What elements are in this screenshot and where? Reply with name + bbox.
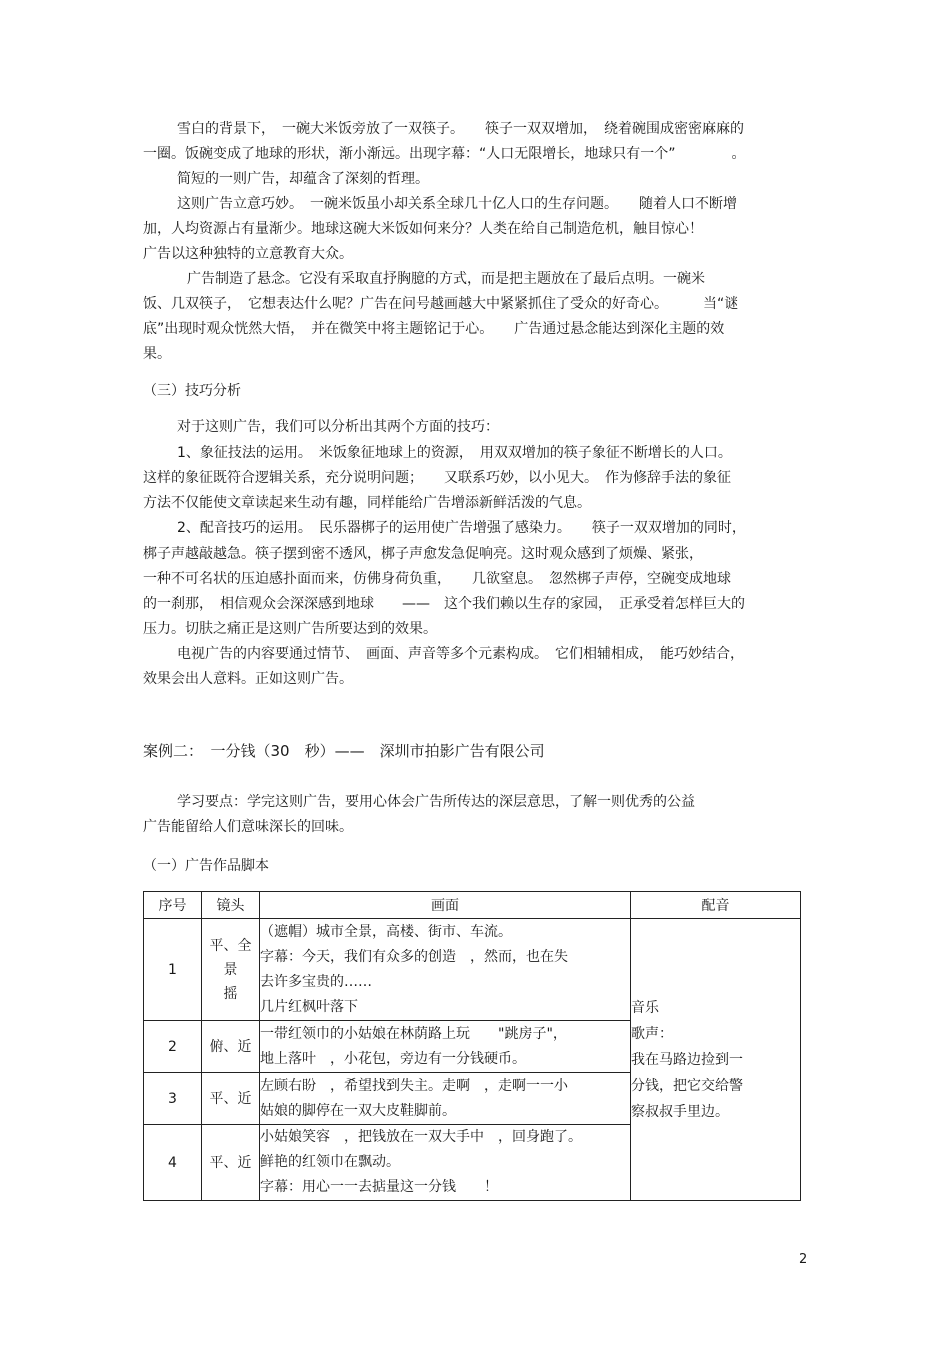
scene-line: 几片红枫叶落下 [260, 998, 358, 1015]
script-table [143, 891, 801, 1201]
section-heading: （一）广告作品脚本 [143, 858, 269, 874]
paragraph-line: 饭、几双筷子， 它想表达什么呢？广告在问号越画越大中紧紧抓住了受众的好奇心。 当“谜 [143, 296, 739, 312]
paragraph-line: 广告制造了悬念。它没有采取直抒胸臆的方式，而是把主题放在了最后点明。一碗米 [187, 271, 705, 287]
scene-line: 去许多宝贵的…… [260, 973, 372, 990]
audio-line: 我在马路边捡到一 [631, 1051, 743, 1068]
scene-line: （遮帽）城市全景，高楼、街市、车流。 [260, 923, 512, 940]
shot-text: 景 [223, 961, 238, 978]
paragraph-line: 这则广告立意巧妙。 一碗米饭虽小却关系全球几十亿人口的生存问题。 随着人口不断增 [177, 196, 737, 212]
column-header: 配音 [631, 892, 801, 919]
paragraph-line: 雪白的背景下， 一碗大米饭旁放了一双筷子。 筷子一双双增加， 绕着碗围成密密麻麻的 [177, 121, 744, 137]
paragraph-line: 的一刹那， 相信观众会深深感到地球 —— 这个我们赖以生存的家园， 正承受着怎样巨大的 [143, 596, 745, 612]
column-header: 序号 [144, 892, 202, 919]
shot-cell [202, 919, 260, 1021]
row-number: 2 [144, 1021, 202, 1073]
paragraph-line: 1、象征技法的运用。 米饭象征地球上的资源， 用双双增加的筷子象征不断增长的人口。 [177, 445, 732, 461]
shot-text: 摇 [223, 985, 238, 1002]
scene-cell [260, 919, 631, 1021]
scene-line: 小姑娘笑容 ，把钱放在一双大手中 ，回身跑了。 [260, 1129, 582, 1145]
shot-cell [202, 1021, 260, 1073]
row-number: 4 [144, 1125, 202, 1201]
section-heading: （三）技巧分析 [143, 383, 241, 399]
paragraph-line: 一圈。饭碗变成了地球的形状，渐小渐远。出现字幕：“人口无限增长，地球只有一个” 。 [143, 146, 746, 162]
column-header: 画面 [260, 892, 631, 919]
paragraph-line: 广告以这种独特的立意教育大众。 [143, 246, 353, 262]
shot-cell [202, 1125, 260, 1201]
paragraph-line: 学习要点：学完这则广告，要用心体会广告所传达的深层意思，了解一则优秀的公益 [177, 794, 695, 810]
paragraph-line: 2、配音技巧的运用。 民乐器梆子的运用使广告增强了感染力。 筷子一双双增加的同时， [177, 520, 746, 536]
table-row [144, 919, 801, 1021]
audio-line: 歌声： [631, 1025, 673, 1042]
row-number: 3 [144, 1073, 202, 1125]
paragraph-line: 方法不仅能使文章读起来生动有趣，同样能给广告增添新鲜活泼的气息。 [143, 495, 591, 511]
paragraph-line: 这样的象征既符合逻辑关系，充分说明问题； 又联系巧妙，以小见大。 作为修辞手法的象征 [143, 470, 731, 486]
row-number: 1 [144, 919, 202, 1021]
scene-line: 字幕：用心一一去掂量这一分钱 ！ [260, 1179, 498, 1195]
paragraph-line: 加，人均资源占有量渐少。地球这碗大米饭如何来分？人类在给自己制造危机，触目惊心！ [143, 221, 703, 237]
audio-line: 音乐 [631, 999, 659, 1016]
audio-line: 察叔叔手里边。 [631, 1103, 729, 1120]
scene-cell [260, 1125, 631, 1201]
shot-text: 平、全 [209, 937, 252, 954]
scene-line: 姑娘的脚停在一双大皮鞋脚前。 [260, 1102, 456, 1119]
paragraph-line: 简短的一则广告，却蕴含了深刻的哲理。 [177, 171, 429, 187]
scene-line: 鲜艳的红领巾在飘动。 [260, 1154, 400, 1170]
audio-line: 分钱，把它交给警 [631, 1077, 743, 1094]
scene-line: 地上落叶 ，小花包，旁边有一分钱硬币。 [260, 1050, 526, 1067]
case-title: 案例二： 一分钱（30 秒）—— 深圳市拍影广告有限公司 [143, 742, 545, 760]
paragraph-line: 梆子声越敲越急。筷子摆到密不透风，梆子声愈发急促响亮。这时观众感到了烦燥、紧张， [143, 546, 703, 562]
paragraph-line: 一种不可名状的压迫感扑面而来，仿佛身荷负重， 几欲窒息。 忽然梆子声停，空碗变成地球 [143, 571, 731, 587]
paragraph-line: 广告能留给人们意味深长的回味。 [143, 819, 353, 835]
paragraph-line: 底”出现时观众恍然大悟， 并在微笑中将主题铭记于心。 广告通过悬念能达到深化主题的效 [143, 321, 725, 337]
paragraph-line: 电视广告的内容要通过情节、 画面、声音等多个元素构成。 它们相辅相成， 能巧妙结合， [177, 646, 744, 662]
shot-text: 俯、近 [209, 1038, 252, 1055]
paragraph-line: 压力。切肤之痛正是这则广告所要达到的效果。 [143, 621, 437, 637]
paragraph-line: 果。 [143, 346, 171, 362]
scene-line: 左顾右盼 ，希望找到失主。走啊 ，走啊一一小 [260, 1077, 568, 1094]
shot-text: 平、近 [209, 1090, 252, 1107]
scene-line: 字幕：今天，我们有众多的创造 ，然而，也在失 [260, 948, 568, 965]
scene-cell [260, 1073, 631, 1125]
audio-cell [631, 919, 801, 1201]
scene-cell [260, 1021, 631, 1073]
shot-cell [202, 1073, 260, 1125]
paragraph-line: 效果会出人意料。正如这则广告。 [143, 671, 353, 687]
column-header: 镜头 [202, 892, 260, 919]
paragraph-line: 对于这则广告，我们可以分析出其两个方面的技巧： [177, 419, 499, 435]
table-header-row [144, 892, 801, 919]
scene-line: 一带红领巾的小姑娘在林荫路上玩 "跳房子"， [260, 1025, 567, 1042]
shot-text: 平、近 [209, 1154, 252, 1171]
page-number: 2 [799, 1252, 808, 1267]
